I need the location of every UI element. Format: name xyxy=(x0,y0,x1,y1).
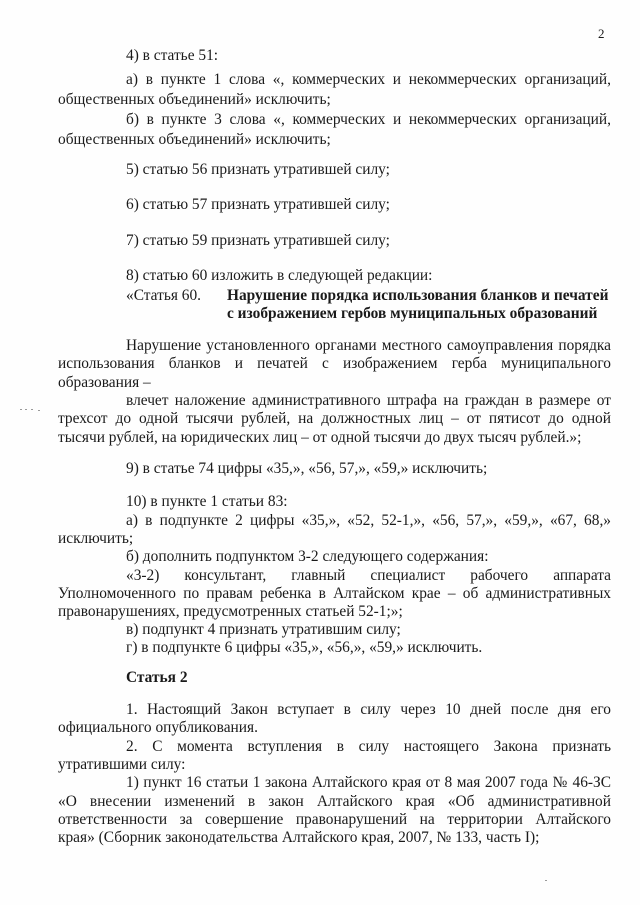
list-item-9: 9) в статье 74 цифры «35,», «56, 57,», «59,» исключить; xyxy=(126,460,488,477)
article-2-subitem-1-line4: края» (Сборник законодательства Алтайского края, 2007, № 133, часть I); xyxy=(58,829,540,846)
subitem-10g: г) в подпункте 6 цифры «35,», «56,», «59,» исключить. xyxy=(126,639,483,656)
list-item-4: 4) в статье 51: xyxy=(126,47,219,64)
subitem-10v: в) подпункт 4 признать утратившим силу; xyxy=(126,621,401,638)
article-60-paragraph: Нарушение установленного органами местного самоуправления порядка xyxy=(126,337,611,354)
article-60-title: Нарушение порядка использования бланков и печатей xyxy=(227,287,609,304)
article-60-sanction: влечет наложение административного штрафа на граждан в размере от xyxy=(126,392,611,409)
article-2-subitem-1-line2: «О внесении изменений в закон Алтайского края «Об административной xyxy=(58,793,611,810)
subitem-4b-cont: общественных объединений» исключить; xyxy=(58,131,331,148)
article-60-sanction-line2: трехсот до одной тысячи рублей, на должностных лиц – от пятисот до одной xyxy=(58,410,611,427)
article-2-heading: Статья 2 xyxy=(126,669,188,686)
scan-speck xyxy=(25,409,27,410)
scan-speck xyxy=(20,409,22,410)
article-2-item-1-cont: официального опубликования. xyxy=(58,719,258,736)
subitem-3-2-line3: правонарушениях, предусмотренных статьей 52-1;»; xyxy=(58,603,403,620)
subitem-3-2-line2: Уполномоченного по правам ребенка в Алтайском крае – об административных xyxy=(58,585,611,602)
article-2-item-2: 2. С момента вступления в силу настоящего Закона признать xyxy=(126,738,611,755)
scan-speck xyxy=(38,410,40,411)
article-60-label: «Статья 60. xyxy=(126,287,202,304)
subitem-10a-cont: исключить; xyxy=(58,530,134,547)
article-2-item-2-cont: утратившими силу: xyxy=(58,756,186,773)
subitem-3-2: «3-2) консультант, главный специалист рабочего аппарата xyxy=(126,567,611,584)
page-number: 2 xyxy=(598,26,605,41)
scan-speck xyxy=(31,409,33,410)
subitem-4a: а) в пункте 1 слова «, коммерческих и некоммерческих организаций, xyxy=(126,71,611,88)
subitem-4a-cont: общественных объединений» исключить; xyxy=(58,91,331,108)
list-item-5: 5) статью 56 признать утратившей силу; xyxy=(126,161,390,178)
list-item-8: 8) статью 60 изложить в следующей редакции: xyxy=(126,267,433,284)
article-60-sanction-line3: тысячи рублей, на юридических лиц – от одной тысячи до двух тысяч рублей.»; xyxy=(58,429,582,446)
article-2-item-1: 1. Настоящий Закон вступает в силу через 10 дней после дня его xyxy=(126,701,611,718)
subitem-10a: а) в подпункте 2 цифры «35,», «52, 52-1,», «56, 57,», «59,», «67, 68,» xyxy=(126,512,611,529)
subitem-10b: б) дополнить подпунктом 3-2 следующего содержания: xyxy=(126,548,489,565)
article-60-paragraph-line2: использования бланков и печатей с изображением герба муниципального xyxy=(58,355,611,372)
article-2-subitem-1: 1) пункт 16 статьи 1 закона Алтайского края от 8 мая 2007 года № 46-ЗС xyxy=(126,774,611,791)
scan-speck xyxy=(545,880,547,881)
article-60-paragraph-line3: образования – xyxy=(58,374,151,391)
list-item-6: 6) статью 57 признать утратившей силу; xyxy=(126,196,390,213)
article-2-subitem-1-line3: ответственности за совершение правонарушений на территории Алтайского xyxy=(58,811,611,828)
list-item-10: 10) в пункте 1 статьи 83: xyxy=(126,493,288,510)
subitem-4b: б) в пункте 3 слова «, коммерческих и некоммерческих организаций, xyxy=(126,111,611,128)
article-60-title-cont: с изображением гербов муниципальных образований xyxy=(227,305,598,322)
list-item-7: 7) статью 59 признать утратившей силу; xyxy=(126,232,390,249)
